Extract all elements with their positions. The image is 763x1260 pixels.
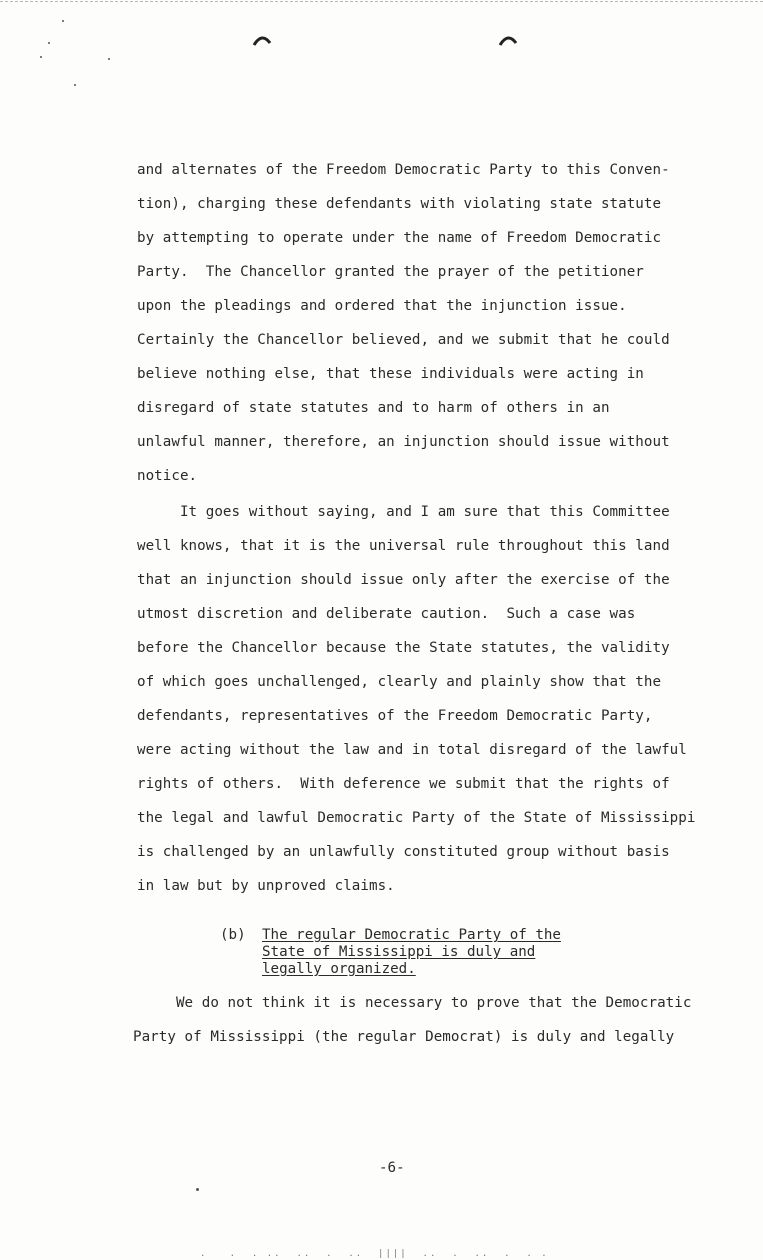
scan-speck bbox=[62, 20, 64, 22]
text-line: believe nothing else, that these individuals were acting in bbox=[137, 366, 644, 382]
text-line: unlawful manner, therefore, an injunction should issue without bbox=[137, 434, 670, 450]
text-line: were acting without the law and in total disregard of the lawful bbox=[137, 742, 687, 758]
text-line: before the Chancellor because the State statutes, the validity bbox=[137, 640, 670, 656]
scan-speck bbox=[48, 42, 50, 44]
scan-speck bbox=[108, 58, 110, 60]
scan-noise-footer: . . . .. .. . .. |||| .. . .. . . . bbox=[200, 1249, 549, 1259]
scan-speck bbox=[40, 56, 42, 58]
page-top-edge bbox=[0, 1, 763, 2]
text-line: disregard of state statutes and to harm of others in an bbox=[137, 400, 610, 416]
text-line: notice. bbox=[137, 468, 198, 484]
text-line: that an injunction should issue only after the exercise of the bbox=[137, 572, 670, 588]
text-line: is challenged by an unlawfully constituted group without basis bbox=[137, 844, 670, 860]
text-line: It goes without saying, and I am sure that this Committee bbox=[137, 504, 670, 520]
scan-speck bbox=[74, 84, 76, 86]
subheading-label: (b) bbox=[220, 927, 246, 943]
text-line: Party. The Chancellor granted the prayer of the petitioner bbox=[137, 264, 644, 280]
scan-speck bbox=[196, 1188, 199, 1191]
binder-hole-mark-left bbox=[252, 34, 272, 46]
text-line: the legal and lawful Democratic Party of the State of Mississippi bbox=[137, 810, 696, 826]
text-line: rights of others. With deference we submit that the rights of bbox=[137, 776, 670, 792]
subheading-line: State of Mississippi is duly and bbox=[262, 944, 536, 960]
text-line: tion), charging these defendants with violating state statute bbox=[137, 196, 662, 212]
text-line: utmost discretion and deliberate caution. Such a case was bbox=[137, 606, 636, 622]
text-line: Certainly the Chancellor believed, and we submit that he could bbox=[137, 332, 670, 348]
text-line: defendants, representatives of the Freedom Democratic Party, bbox=[137, 708, 653, 724]
text-line: and alternates of the Freedom Democratic Party to this Conven- bbox=[137, 162, 670, 178]
text-line: by attempting to operate under the name of Freedom Democratic bbox=[137, 230, 662, 246]
text-line: Party of Mississippi (the regular Democrat) is duly and legally bbox=[133, 1029, 675, 1045]
text-line: in law but by unproved claims. bbox=[137, 878, 395, 894]
subheading-text bbox=[262, 927, 592, 978]
subheading-line: The regular Democratic Party of the bbox=[262, 927, 561, 943]
page-number: -6- bbox=[379, 1160, 405, 1176]
text-line: well knows, that it is the universal rule throughout this land bbox=[137, 538, 670, 554]
text-line: of which goes unchallenged, clearly and plainly show that the bbox=[137, 674, 662, 690]
text-line: upon the pleadings and ordered that the injunction issue. bbox=[137, 298, 627, 314]
subheading-line: legally organized. bbox=[262, 961, 416, 977]
binder-hole-mark-right bbox=[498, 34, 518, 46]
text-line: We do not think it is necessary to prove that the Democratic bbox=[133, 995, 692, 1011]
